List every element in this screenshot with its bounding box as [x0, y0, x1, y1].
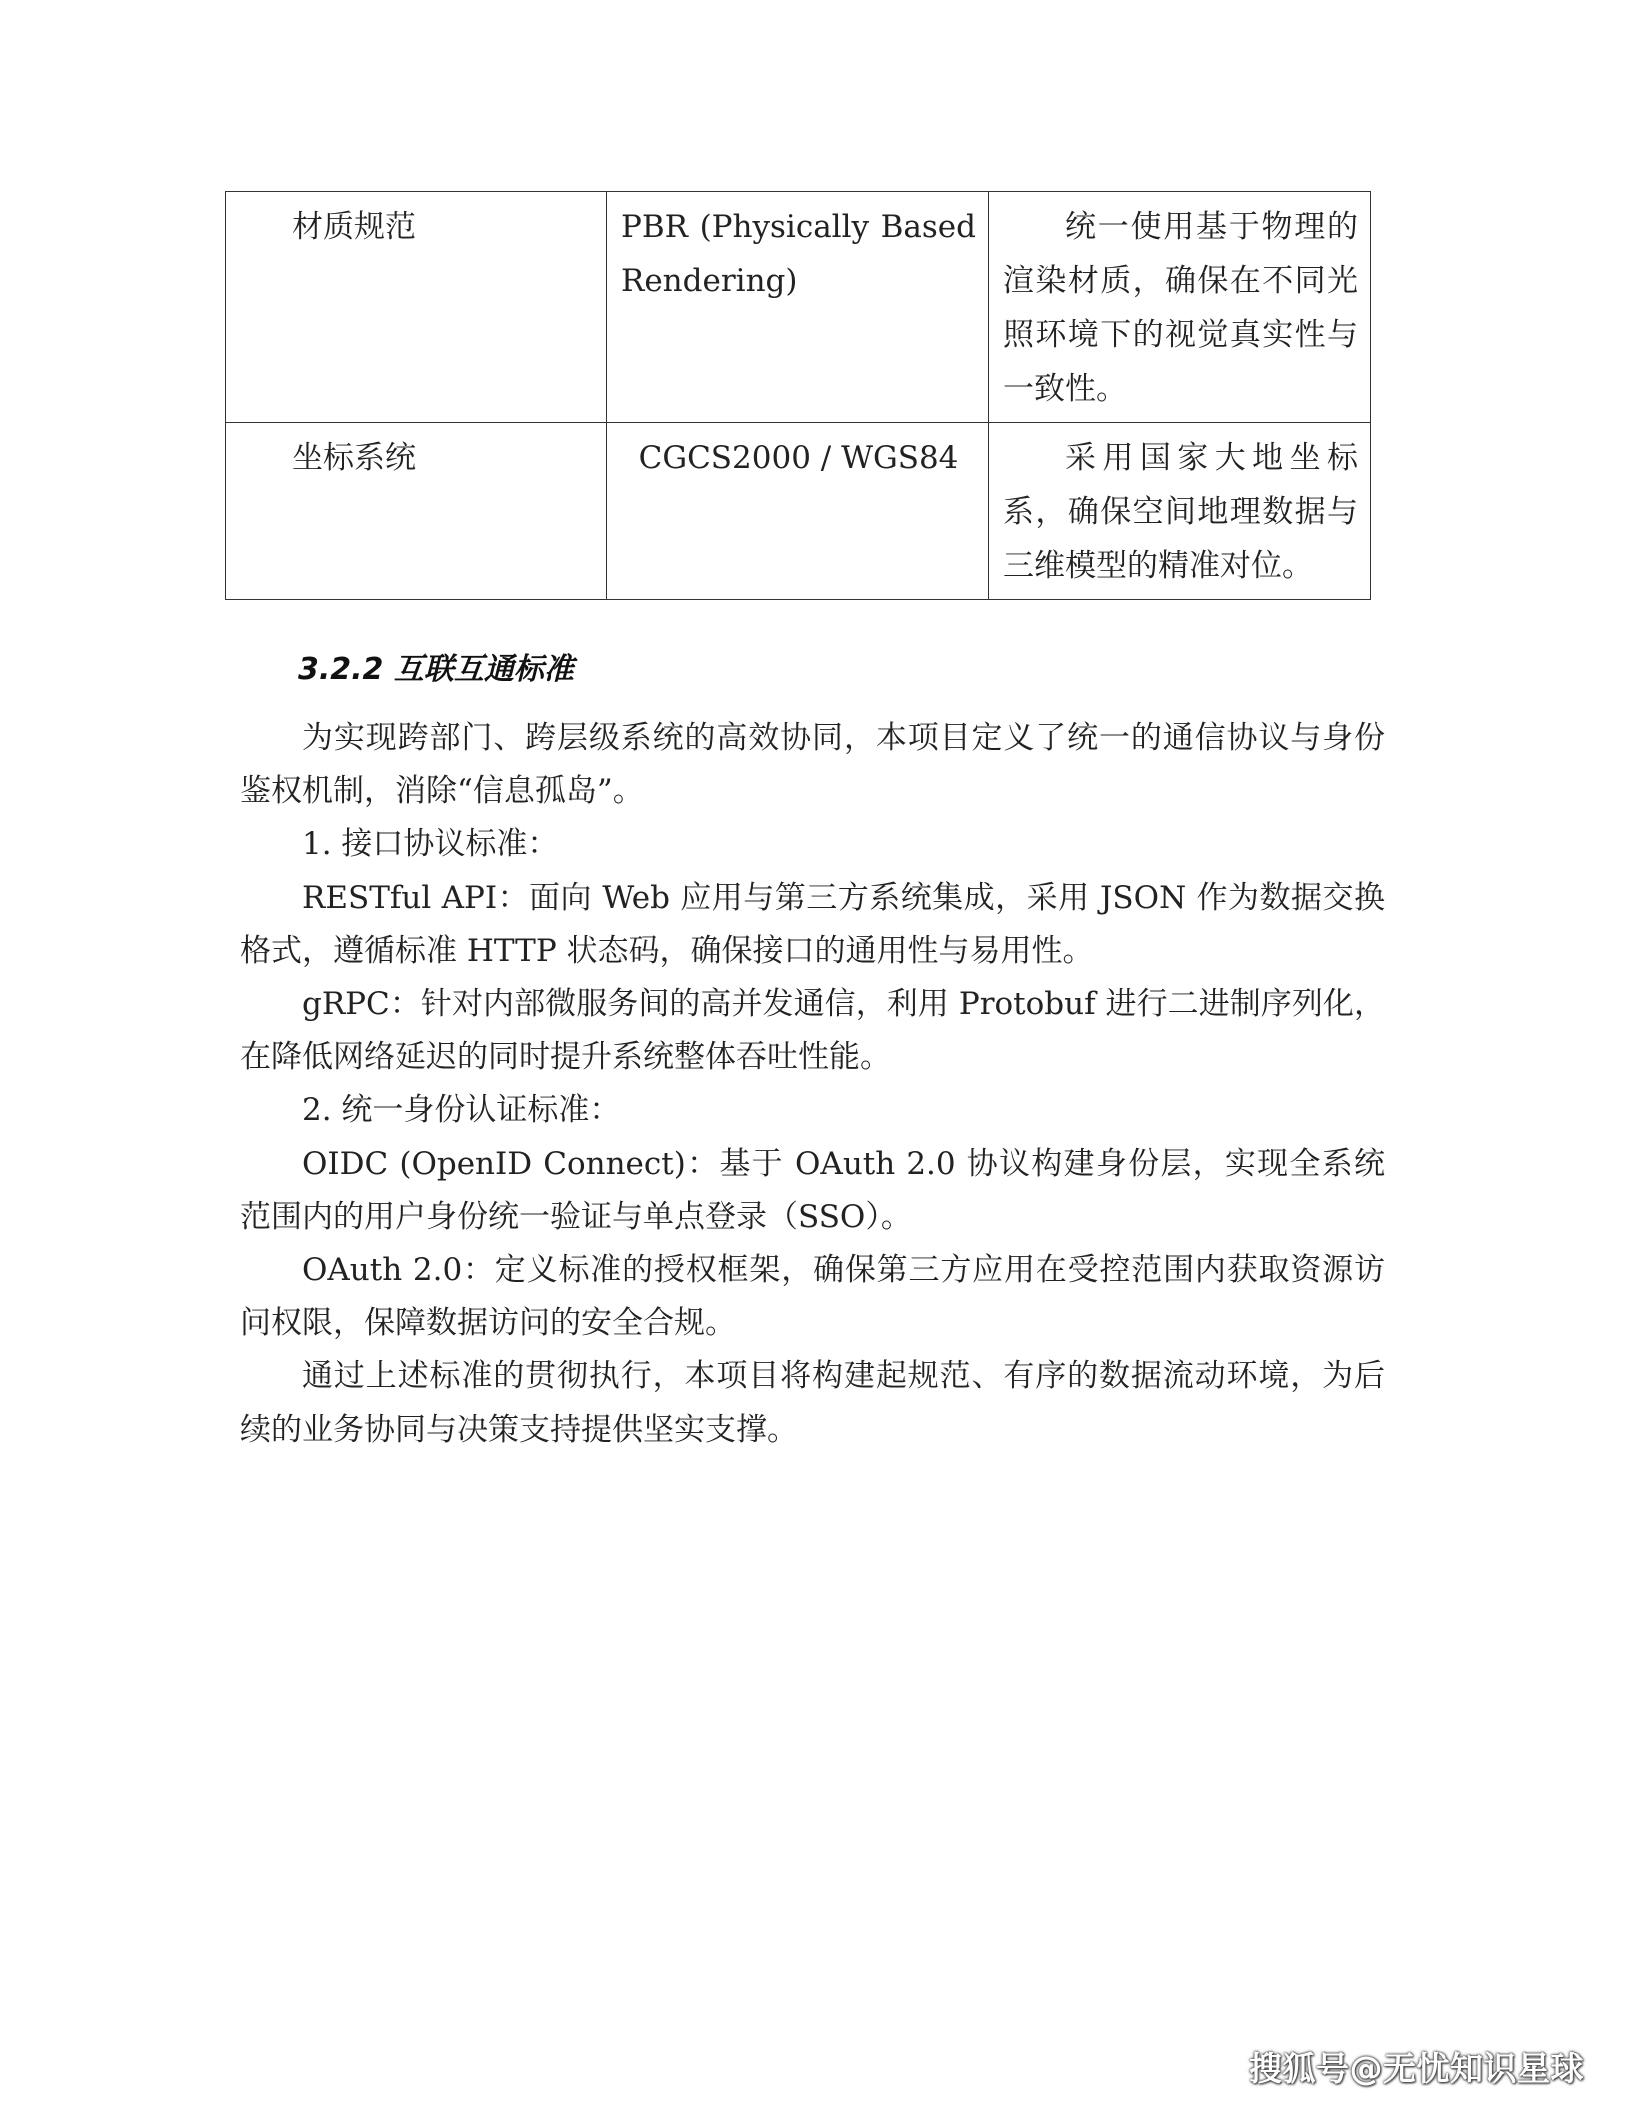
- table-cell-description: 统一使用基于物理的渲染材质，确保在不同光照环境下的视觉真实性与一致性。: [989, 192, 1371, 423]
- section-heading: 3.2.2 互联互通标准: [298, 652, 574, 687]
- paragraph-intro: 为实现跨部门、跨层级系统的高效协同，本项目定义了统一的通信协议与身份鉴权机制，消除“信息孤岛”。: [240, 720, 1385, 810]
- paragraph-grpc: gRPC：针对内部微服务间的高并发通信，利用 Protobuf 进行二进制序列化，在降低网络延迟的同时提升系统整体吞吐性能。: [240, 986, 1385, 1076]
- paragraph-oidc: OIDC (OpenID Connect)：基于 OAuth 2.0 协议构建身份层，实现全系统范围内的用户身份统一验证与单点登录（SSO）。: [240, 1145, 1385, 1235]
- table-cell-description: 采用国家大地坐标系，确保空间地理数据与三维模型的精准对位。: [989, 423, 1371, 600]
- paragraph-interface-title: 1. 接口协议标准：: [302, 826, 559, 863]
- watermark: 搜狐号@无忧知识星球: [1249, 2049, 1584, 2088]
- table-row: [226, 192, 1371, 423]
- paragraph-oauth: OAuth 2.0：定义标准的授权框架，确保第三方应用在受控范围内获取资源访问权限，保障数据访问的安全合规。: [240, 1252, 1385, 1342]
- paragraph-conclusion: 通过上述标准的贯彻执行，本项目将构建起规范、有序的数据流动环境，为后续的业务协同与决策支持提供坚实支撑。: [240, 1358, 1385, 1448]
- table-row: [226, 423, 1371, 600]
- paragraph-restful: RESTful API：面向 Web 应用与第三方系统集成，采用 JSON 作为数据交换格式，遵循标准 HTTP 状态码，确保接口的通用性与易用性。: [240, 879, 1385, 969]
- paragraph-auth-title: 2. 统一身份认证标准：: [302, 1092, 621, 1129]
- table-cell-value: PBR (Physically Based Rendering): [607, 192, 989, 423]
- table-cell-value: CGCS2000 / WGS84: [607, 423, 989, 600]
- table-cell-name: 材质规范: [226, 192, 607, 423]
- table-cell-name: 坐标系统: [226, 423, 607, 600]
- standards-table: [225, 191, 1371, 600]
- section-body: [240, 712, 1385, 1457]
